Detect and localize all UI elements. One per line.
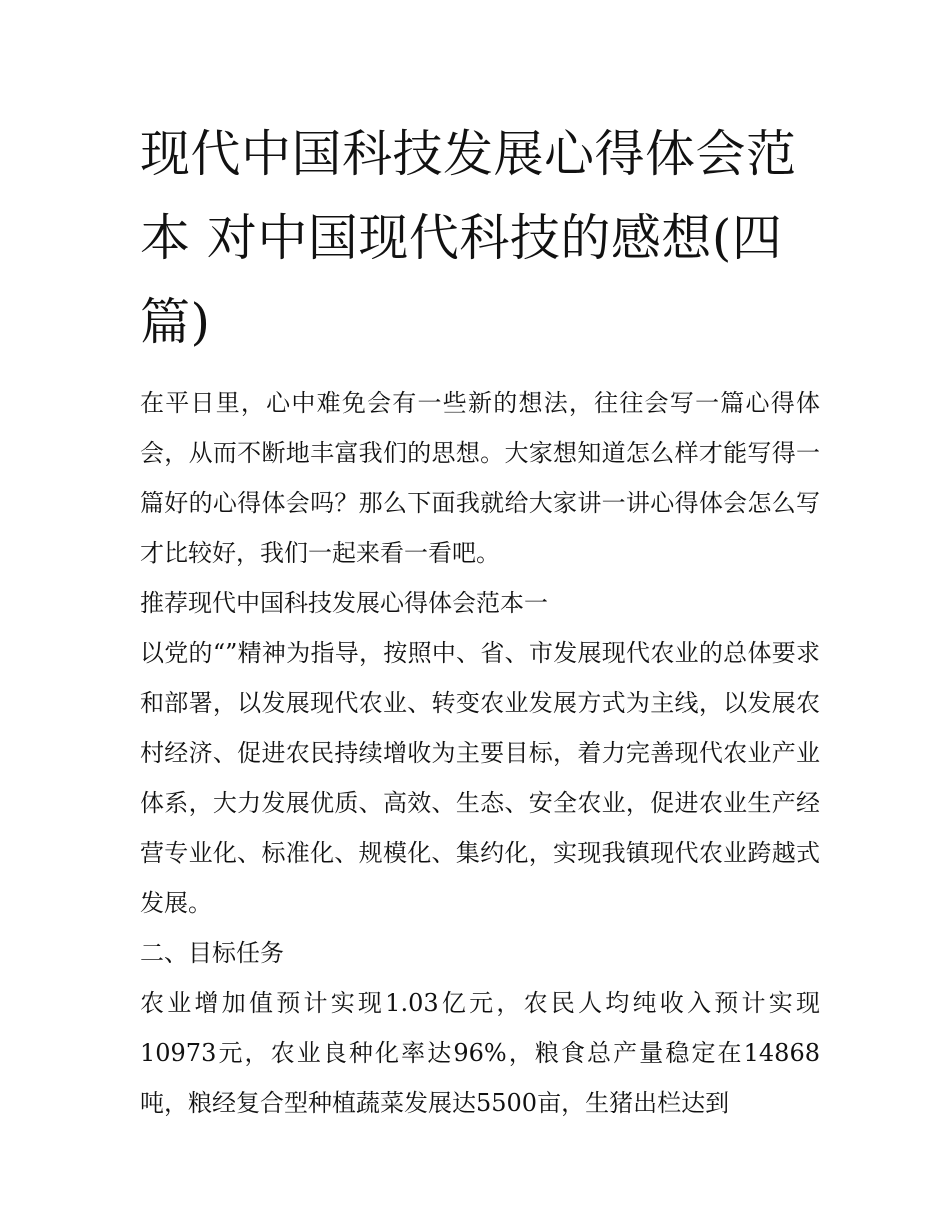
section-paragraph-2: 农业增加值预计实现1.03亿元，农民人均纯收入预计实现10973元，农业良种化率达96%，粮食总产量稳定在14868吨，粮经复合型种植蔬菜发展达5500亩，生猪出栏达到 [140,989,820,1117]
document-page [140,112,820,1128]
intro-paragraph: 在平日里，心中难免会有一些新的想法，往往会写一篇心得体会，从而不断地丰富我们的思想。大家想知道怎么样才能写得一篇好的心得体会吗？那么下面我就给大家讲一讲心得体会怎么写才比较好，我们一起来看一看吧。 [140,389,820,567]
section-paragraph-1: 以党的“”精神为指导，按照中、省、市发展现代农业的总体要求和部署，以发展现代农业、转变农业发展方式为主线，以发展农村经济、促进农民持续增收为主要目标，着力完善现代农业产业体系，大力发展优质、高效、生态、安全农业，促进农业生产经营专业化、标准化、规模化、集约化，实现我镇现代农业跨越式发展。 [140,639,820,917]
document-title: 现代中国科技发展心得体会范本 对中国现代科技的感想(四篇) [140,125,797,351]
section-heading-2: 二、目标任务 [140,939,284,967]
section-heading-1: 推荐现代中国科技发展心得体会范本一 [140,589,548,617]
